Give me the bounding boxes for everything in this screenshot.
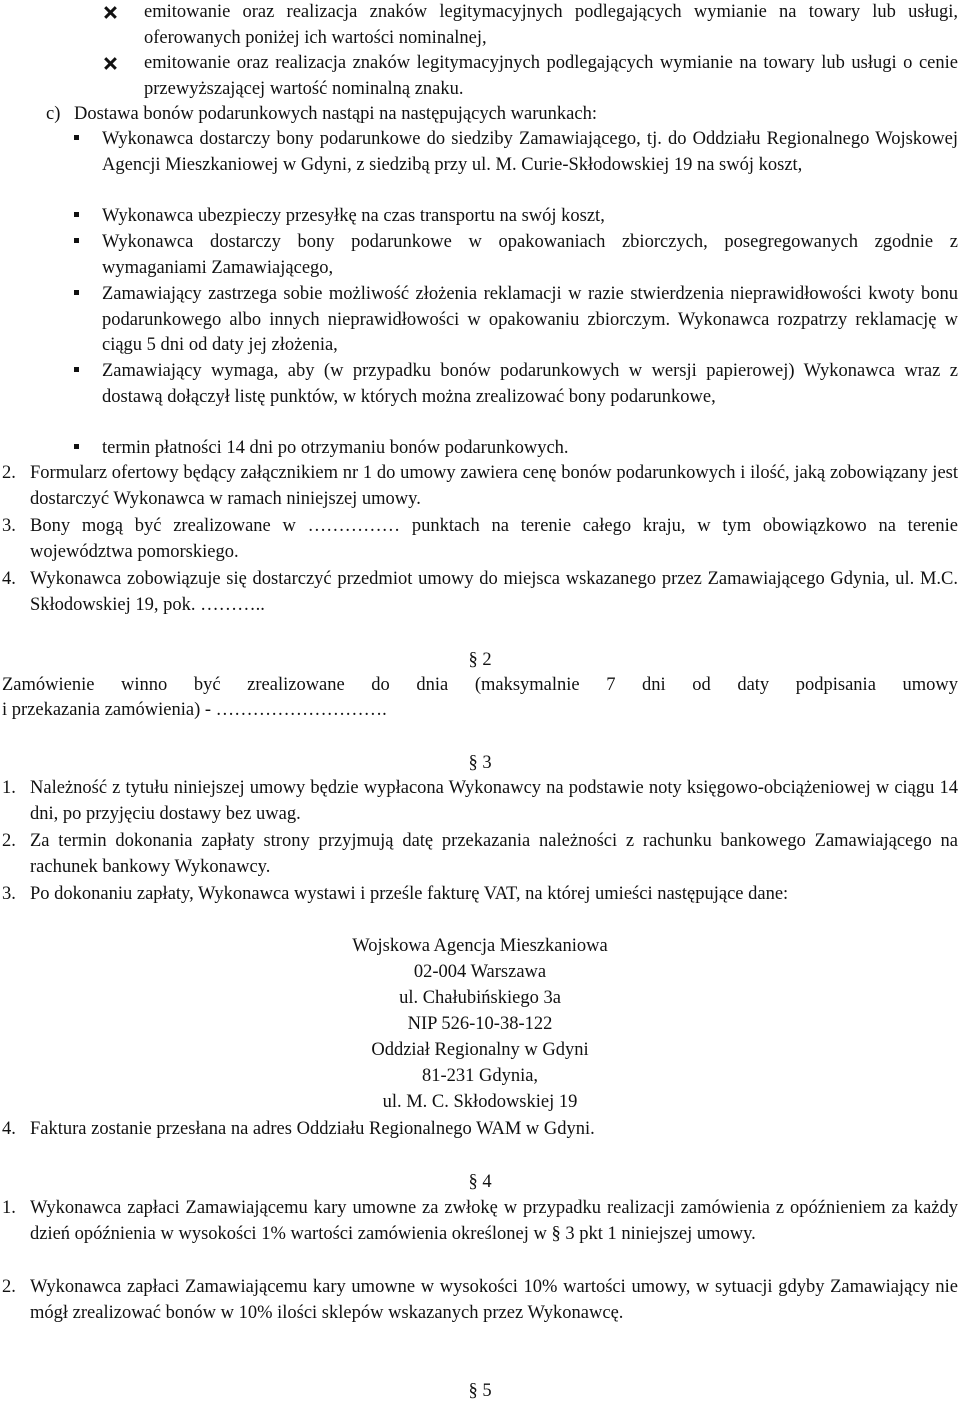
point-number: 2.	[2, 1277, 16, 1297]
bullet-item: Zamawiający zastrzega sobie możliwość złożenia reklamacji w razie stwierdzenia nieprawidłowości kwoty bonu podarunkowego albo innych nieprawidłowości w opakowaniu zbiorczym. Wykonawca rozpatrzy reklamację w ciągu 5 dni od daty jej złożenia,	[102, 284, 958, 355]
point-text: Wykonawca zobowiązuje się dostarczyć przedmiot umowy do miejsca wskazanego przez Zamawiającego Gdynia, ul. M.C. Skłodowskiej 19, pok. ………..	[30, 569, 958, 615]
point-c-label: c)	[46, 104, 61, 124]
address-line: NIP 526-10-38-122	[407, 1014, 553, 1034]
point-number: 2.	[2, 463, 16, 483]
bullet-icon	[74, 135, 79, 140]
point-number: 1.	[2, 1198, 16, 1218]
bullet-item: Zamawiający wymaga, aby (w przypadku bonów podarunkowych w wersji papierowej) Wykonawca wraz z dostawą dołączył listę punktów, w których można zrealizować bony podarunkowe,	[102, 361, 958, 407]
bullet-icon	[74, 290, 79, 295]
point-text: Należność z tytułu niniejszej umowy będzie wypłacona Wykonawcy na podstawie noty księgowo-obciążeniowej w ciągu 14 dni, po przyjęciu dostawy bez uwag.	[30, 778, 958, 824]
point-c-text: Dostawa bonów podarunkowych nastąpi na następujących warunkach:	[74, 104, 597, 124]
address-line: 81-231 Gdynia,	[421, 1066, 539, 1086]
point-text: Formularz ofertowy będący załącznikiem nr 1 do umowy zawiera cenę bonów podarunkowych i ilość, jaką zobowiązany jest dostarczyć Wykonawca w ramach niniejszej umowy.	[30, 463, 958, 509]
bullet-icon	[74, 367, 79, 372]
x-mark-icon	[104, 57, 117, 70]
section-heading: § 4	[468, 1172, 492, 1192]
intro-item: emitowanie oraz realizacja znaków legitymacyjnych podlegających wymianie na towary lub usługi o cenie przewyższającej wartość nominalną znaku.	[144, 53, 958, 99]
section2-line1: Zamówienie winno być zrealizowane do dnia (maksymalnie 7 dni od daty podpisania umowy	[2, 675, 958, 695]
point-text: Po dokonaniu zapłaty, Wykonawca wystawi i prześle fakturę VAT, na której umieści następujące dane:	[30, 884, 789, 904]
point-text: Za termin dokonania zapłaty strony przyjmują datę przekazania należności z rachunku bankowego Zamawiającego na rachunek bankowy Wykonawcy.	[30, 831, 958, 877]
section-heading: § 2	[468, 650, 492, 670]
point-text: Faktura zostanie przesłana na adres Oddziału Regionalnego WAM w Gdyni.	[30, 1119, 595, 1139]
bullet-icon	[74, 444, 79, 449]
point-text: Wykonawca zapłaci Zamawiającemu kary umowne w wysokości 10% wartości umowy, w sytuacji gdyby Zamawiający nie mógł zrealizować bonów w 10% ilości sklepów wskazanych przez Wykonawcę.	[30, 1277, 958, 1323]
point-number: 4.	[2, 1119, 16, 1139]
address-line: ul. Chałubińskiego 3a	[399, 988, 561, 1008]
bullet-icon	[74, 238, 79, 243]
address-line: Wojskowa Agencja Mieszkaniowa	[352, 936, 608, 956]
address-line: ul. M. C. Skłodowskiej 19	[382, 1092, 578, 1112]
bullet-item: termin płatności 14 dni po otrzymaniu bonów podarunkowych.	[102, 438, 569, 458]
address-line: Oddział Regionalny w Gdyni	[371, 1040, 589, 1060]
point-number: 1.	[2, 778, 16, 798]
point-text: Wykonawca zapłaci Zamawiającemu kary umowne za zwłokę w przypadku realizacji zamówienia z opóźnieniem za każdy dzień opóźnienia w wysokości 1% wartości zamówienia określonej w § 3 pkt 1 niniejszej umowy.	[30, 1198, 958, 1244]
point-number: 3.	[2, 884, 16, 904]
bullet-item: Wykonawca ubezpieczy przesyłkę na czas transportu na swój koszt,	[102, 206, 605, 226]
point-number: 2.	[2, 831, 16, 851]
section-heading: § 3	[468, 753, 492, 773]
point-number: 4.	[2, 569, 16, 589]
point-number: 3.	[2, 516, 16, 536]
bullet-item: Wykonawca dostarczy bony podarunkowe w opakowaniach zbiorczych, posegregowanych zgodnie z wymaganiami Zamawiającego,	[102, 232, 958, 278]
section-heading: § 5	[468, 1381, 492, 1401]
x-mark-icon	[104, 6, 117, 19]
bullet-item: Wykonawca dostarczy bony podarunkowe do siedziby Zamawiającego, tj. do Oddziału Regionalnego Wojskowej Agencji Mieszkaniowej w Gdyni, z siedzibą przy ul. M. Curie-Skłodowskiej 19 na swój koszt,	[102, 129, 958, 175]
address-line: 02-004 Warszawa	[413, 962, 547, 982]
section2-line2: i przekazania zamówienia) - ……………………….	[2, 700, 387, 720]
bullet-icon	[74, 212, 79, 217]
point-text: Bony mogą być zrealizowane w …………… punktach na terenie całego kraju, w tym obowiązkowo na terenie województwa pomorskiego.	[30, 516, 958, 562]
intro-item: emitowanie oraz realizacja znaków legitymacyjnych podlegających wymianie na towary lub usługi, oferowanych poniżej ich wartości nominalnej,	[144, 2, 958, 48]
